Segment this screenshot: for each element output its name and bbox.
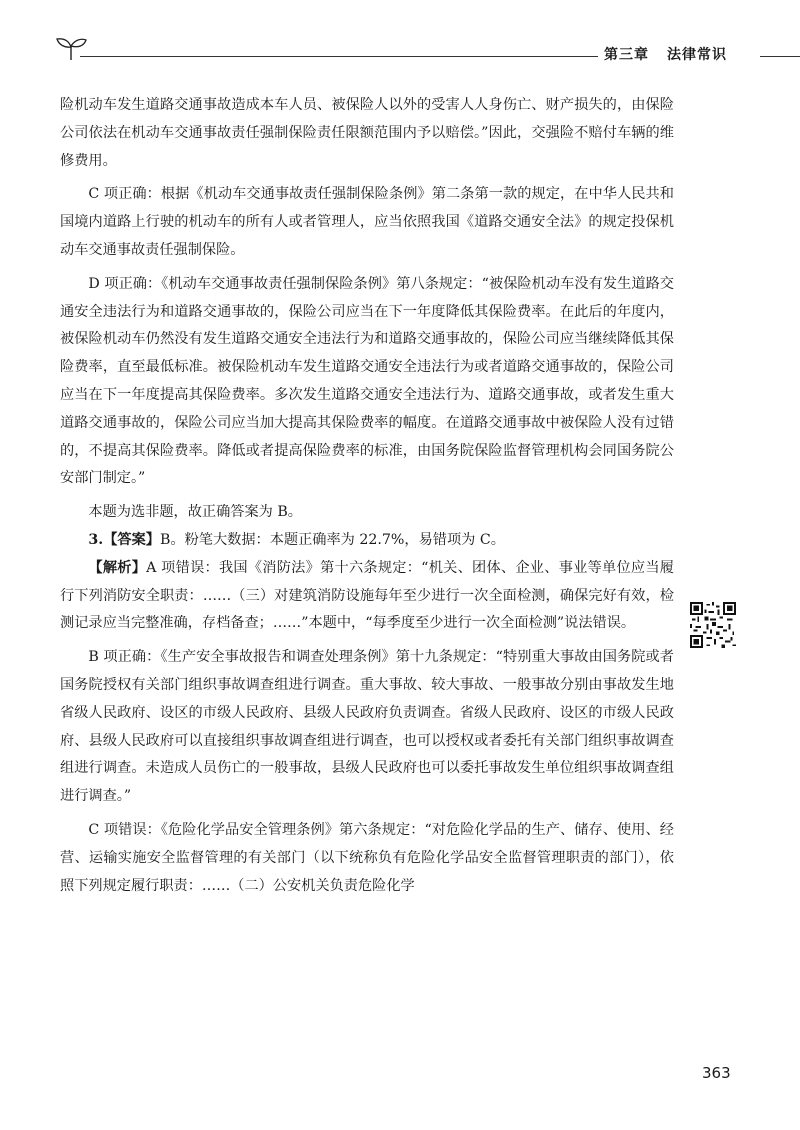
paragraph-option-d: D 项正确：《机动车交通事故责任强制保险条例》第八条规定：“被保险机动车没有发生道路交通安全违法行为和道路交通事故的，保险公司应当在下一年度降低其保险费率。在此后的年度内，被保险机动车仍然没有发生道路交通安全违法行为和道路交通事故的，保险公司应当继续降低其保险费率，直至最低标准。被保险机动车发生道路交通安全违法行为或者道路交通事故的，保险公司应当在下一年度提高其保险费率。多次发生道路交通安全违法行为、道路交通事故，或者发生重大道路交通事故的，保险公司应当加大提高其保险费率的幅度。在道路交通事故中被保险人没有过错的，不提高其保险费率。降低或者提高保险费率的标准，由国务院保险监督管理机构会同国务院公安部门制定。” — [60, 275, 674, 487]
paragraph-continuation: 险机动车发生道路交通事故造成本车人员、被保险人以外的受害人人身伤亡、财产损失的，由保险公司依法在机动车交通事故责任强制保险责任限额范围内予以赔偿。”因此，交强险不赔付车辆的维修费用。 — [60, 97, 674, 169]
header-rule-left — [80, 56, 618, 57]
paragraph-conclusion: 本题为选非题，故正确答案为 B。 — [88, 504, 302, 521]
analysis-label: 【解析】 — [88, 559, 147, 576]
page-number: 363 — [702, 1064, 731, 1082]
paragraph-option-c: C 项正确：根据《机动车交通事故责任强制保险条例》第二条第一款的规定，在中华人民共和国境内道路上行驶的机动车的所有人或者管理人，应当依照我国《道路交通安全法》的规定投保机动车交通事故责任强制保险。 — [60, 186, 674, 258]
answer-label: 3.【答案】 — [88, 531, 160, 548]
running-header — [40, 34, 760, 74]
section-label: 法律常识 — [667, 47, 727, 63]
answer-text: B。粉笔大数据：本题正确率为 22.7%，易错项为 C。 — [159, 531, 505, 548]
analysis-paragraph — [60, 555, 674, 638]
chapter-label: 第三章 — [604, 47, 649, 63]
paragraph-option-c2: C 项错误：《危险化学品安全管理条例》第六条规定：“对危险化学品的生产、储存、使用、经营、运输实施安全监督管理的有关部门（以下统称负有危险化学品安全监督管理职责的部门），依照下列规定履行职责：……（二）公安机关负责危险化学 — [60, 821, 674, 894]
header-title — [598, 44, 733, 64]
answer-line — [60, 527, 674, 555]
leaf-sprout-icon — [54, 36, 88, 62]
analysis-text: A 项错误：我国《消防法》第十六条规定：“机关、团体、企业、事业等单位应当履行下列消防安全职责：……（三）对建筑消防设施每年至少进行一次全面检测，确保完好有效，检测记录应当完整准确，存档备查；……”本题中，“每季度至少进行一次全面检测”说法错误。 — [60, 559, 674, 632]
page-body — [60, 92, 674, 906]
paragraph-option-b: B 项正确：《生产安全事故报告和调查处理条例》第十九条规定：“特别重大事故由国务院或者国务院授权有关部门组织事故调查组进行调查。重大事故、较大事故、一般事故分别由事故发生地省级人民政府、设区的市级人民政府、县级人民政府负责调查。省级人民政府、设区的市级人民政府、县级人民政府可以直接组织事故调查组进行调查，也可以授权或者委托有关部门组织事故调查组进行调查。未造成人员伤亡的一般事故，县级人民政府也可以委托事故发生单位组织事故调查组进行调查。” — [60, 649, 674, 805]
header-rule-right — [760, 56, 800, 57]
qr-code-icon — [690, 602, 736, 648]
